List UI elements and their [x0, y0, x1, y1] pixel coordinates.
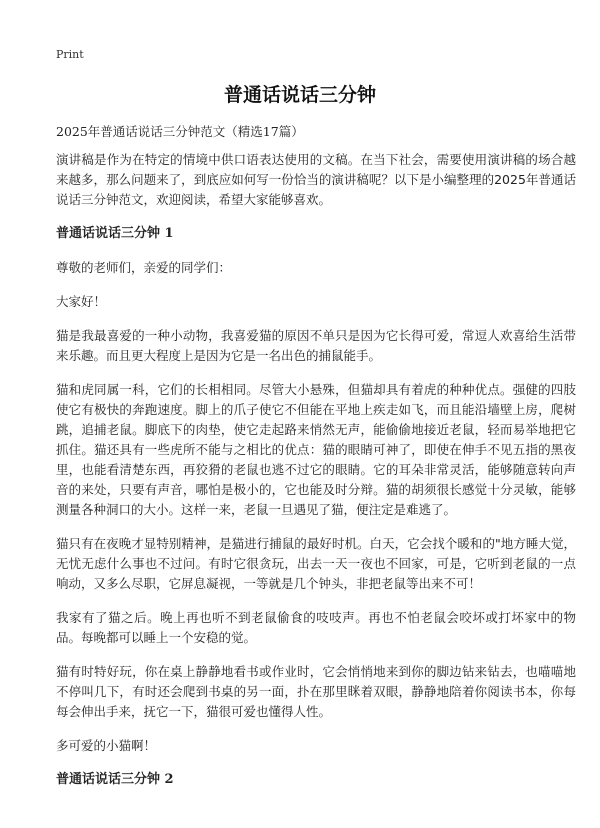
- article-body: [56, 150, 576, 804]
- intro-paragraph: 演讲稿是作为在特定的情境中供口语表达使用的文稿。在当下社会，需要使用演讲稿的场合越来越多，那么问题来了，到底应如何写一份恰当的演讲稿呢？以下是小编整理的2025年普通话说话三分钟范文，欢迎阅读，希望大家能够喜欢。: [56, 152, 576, 207]
- paragraph: 猫只有在夜晚才显特别精神，是猫进行捕鼠的最好时机。白天，它会找个暖和的"地方睡大觉，无忧无虑什么事也不过问。有时它很贪玩，出去一天一夜也不回家，可是，它听到老鼠的一点响动，又多么尽职，它屏息凝视，一等就是几个钟头，非把老鼠等出来不可！: [56, 536, 576, 591]
- paragraph-greeting: 大家好！: [56, 294, 107, 309]
- section-heading-2: 普通话说话三分钟 2: [56, 772, 174, 787]
- print-link[interactable]: Print: [56, 48, 84, 61]
- document-subtitle: 2025年普通话说话三分钟范文（精选17篇）: [56, 124, 304, 139]
- paragraph-closing: 多可爱的小猫啊！: [56, 738, 157, 753]
- paragraph: 猫和虎同属一科，它们的长相相同。尽管大小悬殊，但猫却具有着虎的种种优点。强健的四肢使它有极快的奔跑速度。脚上的爪子使它不但能在平地上疾走如飞，而且能沿墙壁上房，爬树跳，追捕老鼠。脚底下的肉垫，使它走起路来悄然无声，能偷偷地接近老鼠，轻而易举地把它抓住。猫还具有一些虎所不能与之相比的优点：猫的眼睛可神了，即使在伸手不见五指的黑夜里，也能看清楚东西，再狡猾的老鼠也逃不过它的眼睛。它的耳朵非常灵活，能够随意转向声音的来处，只要有声音，哪怕是极小的，它也能及时分辩。猫的胡须很长感觉十分灵敏，能够测量各种洞口的大小。这样一来，老鼠一旦遇见了猫，便注定是难逃了。: [56, 382, 576, 517]
- paragraph-salutation: 尊敬的老师们，亲爱的同学们：: [56, 260, 232, 275]
- paragraph: 我家有了猫之后。晚上再也听不到老鼠偷食的吱吱声。再也不怕老鼠会咬坏或打坏家中的物品。每晚都可以睡上一个安稳的觉。: [56, 610, 576, 645]
- page-title: 普通话说话三分钟: [223, 84, 376, 106]
- paragraph: 猫有时特好玩，你在桌上静静地看书或作业时，它会悄悄地来到你的脚边钻来钻去，也喵喵地不停叫几下，有时还会爬到书桌的另一面，扑在那里眯着双眼，静静地陪着你阅读书本，你每每会伸出手来，抚它一下，猫很可爱也懂得人性。: [56, 664, 576, 719]
- paragraph: 猫是我最喜爱的一种小动物，我喜爱猫的原因不单只是因为它长得可爱，常逗人欢喜给生活带来乐趣。而且更大程度上是因为它是一名出色的捕鼠能手。: [56, 328, 576, 363]
- section-heading-1: 普通话说话三分钟 1: [56, 226, 174, 241]
